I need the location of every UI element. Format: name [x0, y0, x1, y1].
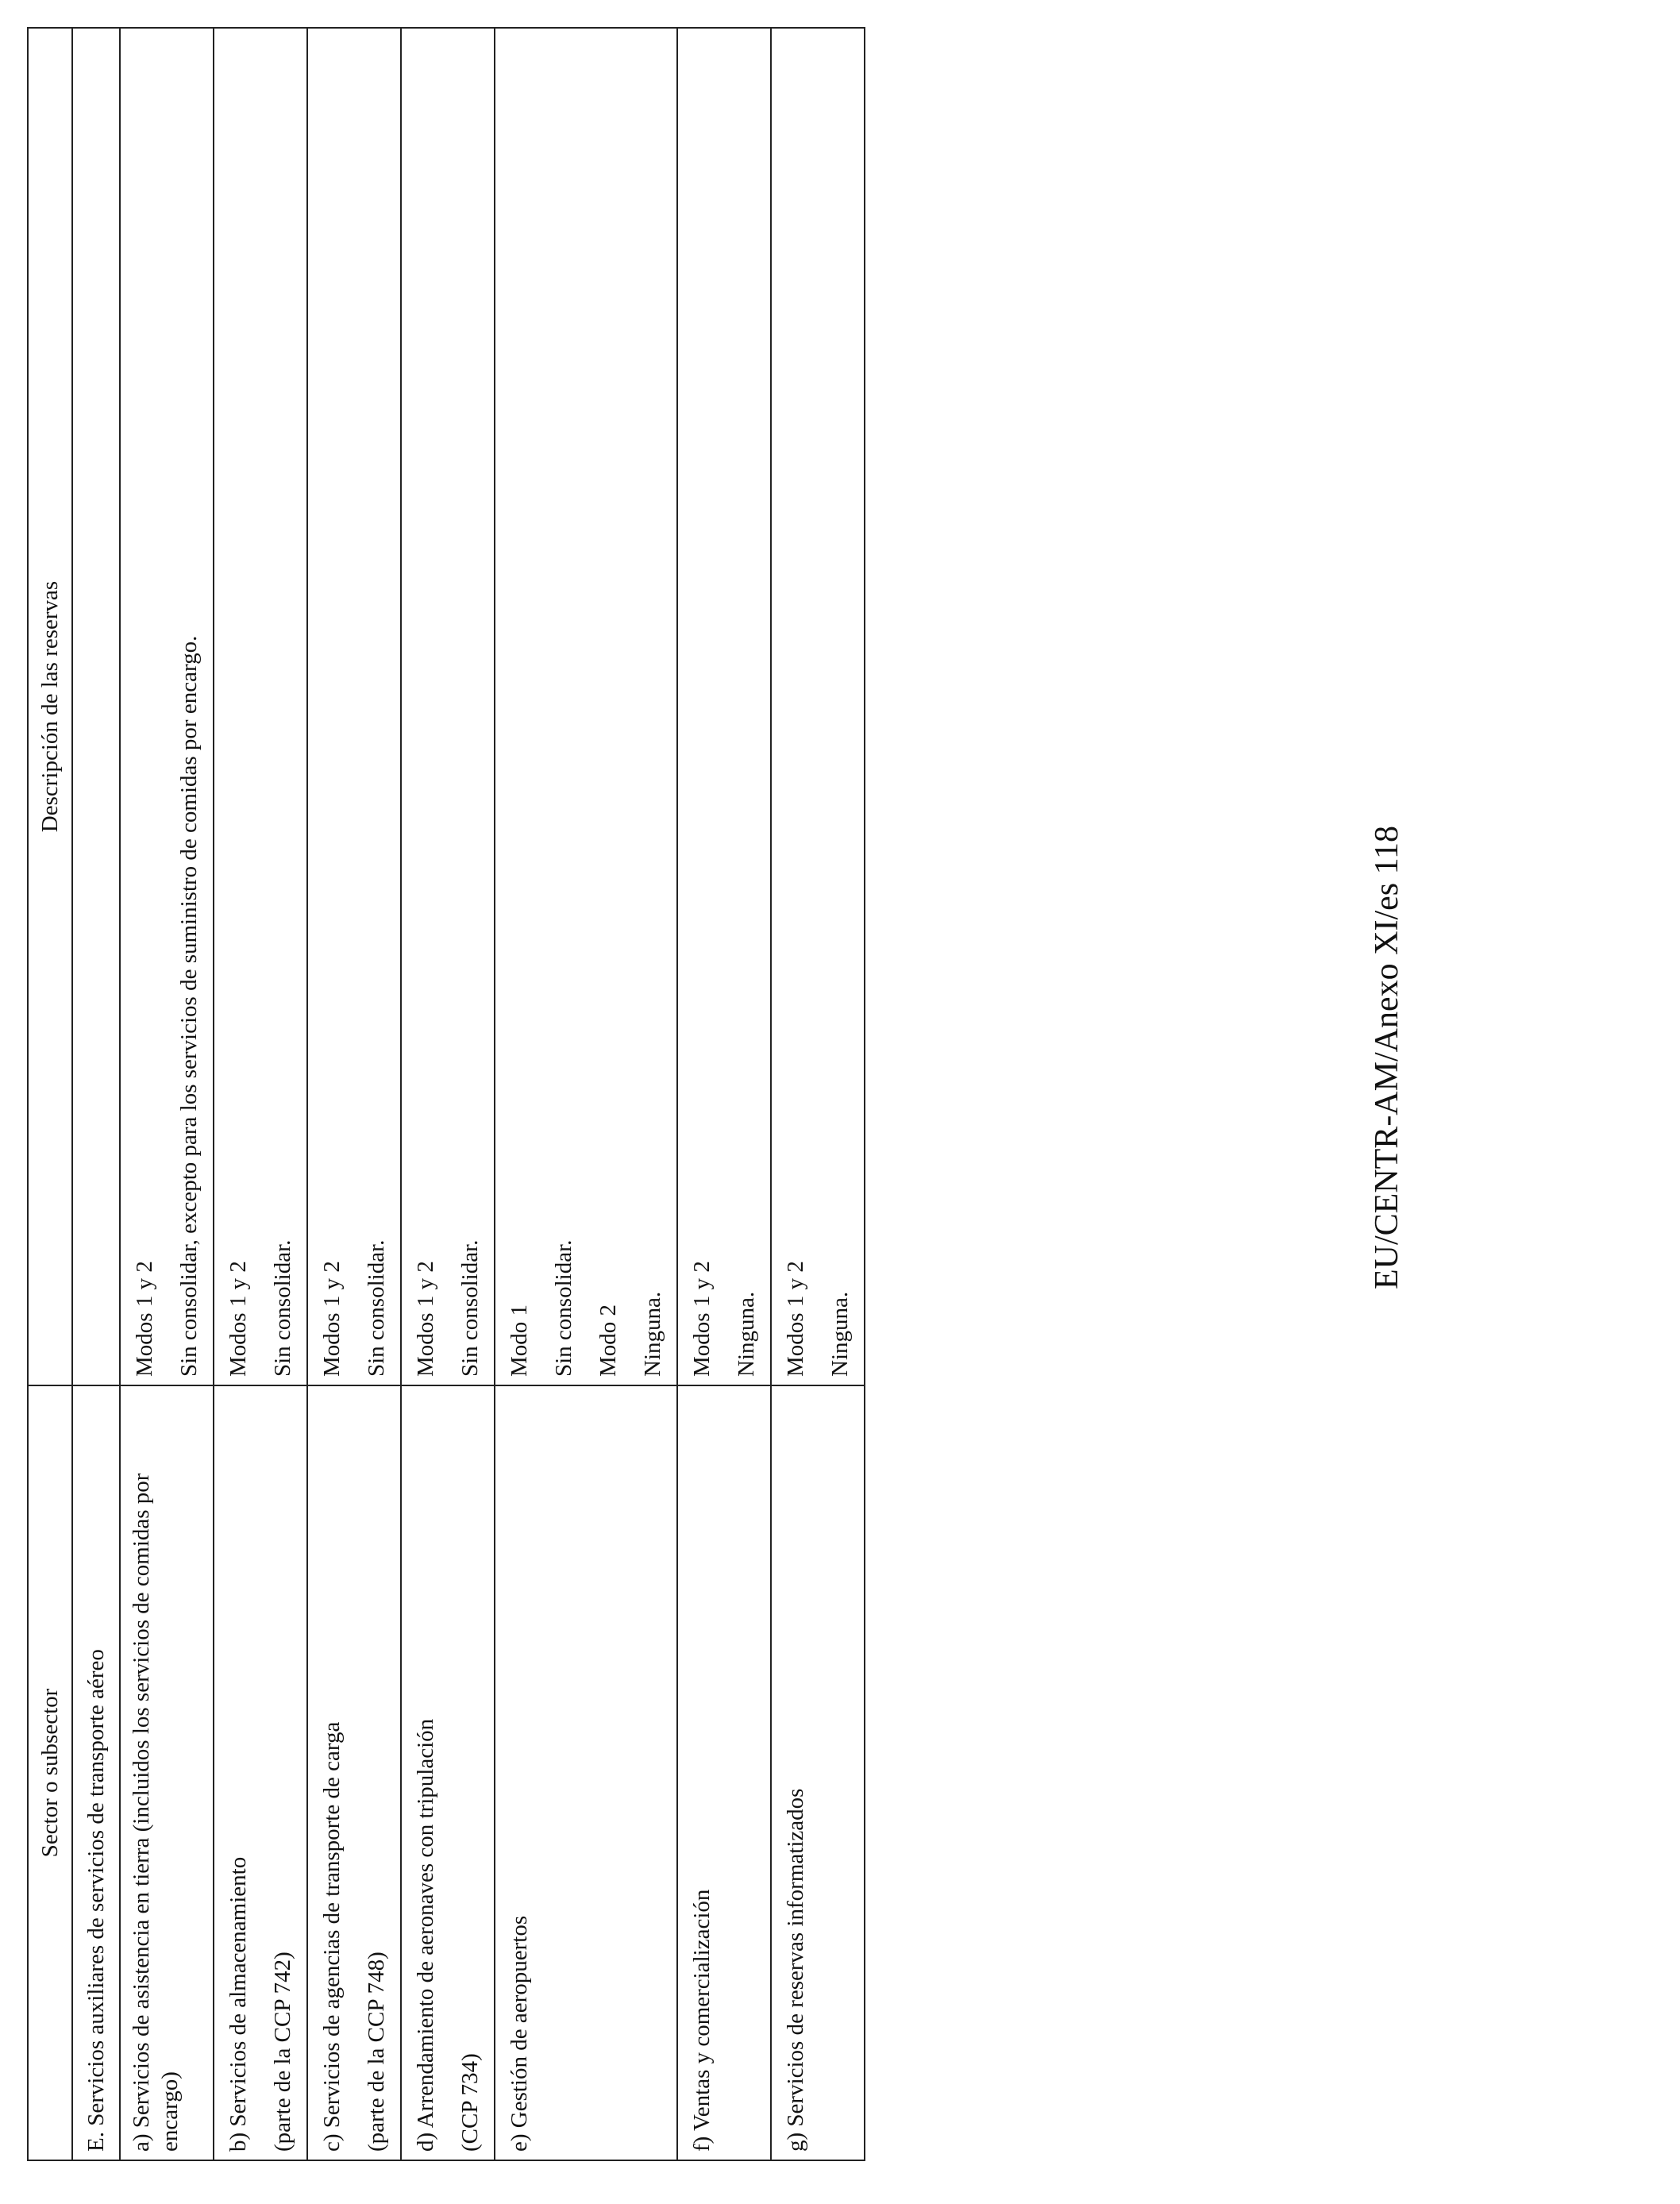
table-row	[120, 28, 214, 2160]
table-row	[771, 28, 865, 2160]
description-line: Sin consolidar, excepto para los servicios de suministro de comidas por encargo.	[176, 635, 202, 1377]
sector-line: c) Servicios de agencias de transporte de carga	[319, 1721, 345, 2152]
sector-cell	[120, 1385, 214, 2160]
description-cell	[120, 28, 214, 1385]
sector-line: g) Servicios de reservas informatizados	[783, 1788, 808, 2152]
header-description: Descripción de las reservas	[28, 28, 72, 1385]
reservations-table	[27, 27, 865, 2161]
description-line: Modos 1 y 2	[783, 1261, 808, 1377]
description-cell	[214, 28, 307, 1385]
sector-line: f) Ventas y comercialización	[689, 1889, 715, 2152]
table-row	[307, 28, 401, 2160]
description-line: Modos 1 y 2	[689, 1261, 715, 1377]
description-line: Ninguna.	[827, 1291, 853, 1377]
description-line: Ninguna.	[640, 1291, 665, 1377]
description-line: Sin consolidar.	[270, 1239, 295, 1377]
description-line: Modo 1	[507, 1304, 532, 1377]
sector-line: (CCP 734)	[457, 2053, 483, 2152]
description-line: Modos 1 y 2	[319, 1261, 345, 1377]
description-cell	[495, 28, 677, 1385]
section-heading-description	[72, 28, 120, 1385]
table-header-row	[28, 28, 72, 2160]
description-line: Modos 1 y 2	[225, 1261, 251, 1377]
header-sector: Sector o subsector	[28, 1385, 72, 2160]
sector-cell	[401, 1385, 495, 2160]
sector-cell	[771, 1385, 865, 2160]
description-cell	[401, 28, 495, 1385]
description-line: Modo 2	[595, 1304, 621, 1377]
table-row	[401, 28, 495, 2160]
sector-line: (parte de la CCP 742)	[270, 1952, 295, 2152]
sector-cell	[677, 1385, 771, 2160]
page-footer: EU/CENTR-AM/Anexo XI/es 118	[1369, 825, 1405, 1289]
description-line: Modos 1 y 2	[413, 1261, 438, 1377]
description-line: Sin consolidar.	[457, 1239, 483, 1377]
table-row	[677, 28, 771, 2160]
description-line: Sin consolidar.	[364, 1239, 389, 1377]
sector-line: d) Arrendamiento de aeronaves con tripulación	[413, 1718, 438, 2152]
section-heading-row	[72, 28, 120, 2160]
sector-line: (parte de la CCP 748)	[364, 1952, 389, 2152]
table-row	[214, 28, 307, 2160]
sector-cell	[214, 1385, 307, 2160]
description-cell	[677, 28, 771, 1385]
section-heading: E. Servicios auxiliares de servicios de transporte aéreo	[72, 1385, 120, 2160]
sector-line: b) Servicios de almacenamiento	[225, 1856, 251, 2152]
sector-cell	[307, 1385, 401, 2160]
sector-cell	[495, 1385, 677, 2160]
description-cell	[771, 28, 865, 1385]
description-line: Sin consolidar.	[551, 1239, 576, 1377]
description-cell	[307, 28, 401, 1385]
table-row	[495, 28, 677, 2160]
sector-line: e) Gestión de aeropuertos	[507, 1915, 532, 2152]
description-line: Ninguna.	[734, 1291, 759, 1377]
description-line: Modos 1 y 2	[132, 1261, 157, 1377]
sector-line: a) Servicios de asistencia en tierra (incluidos los servicios de comidas por encargo)	[129, 1473, 183, 2152]
